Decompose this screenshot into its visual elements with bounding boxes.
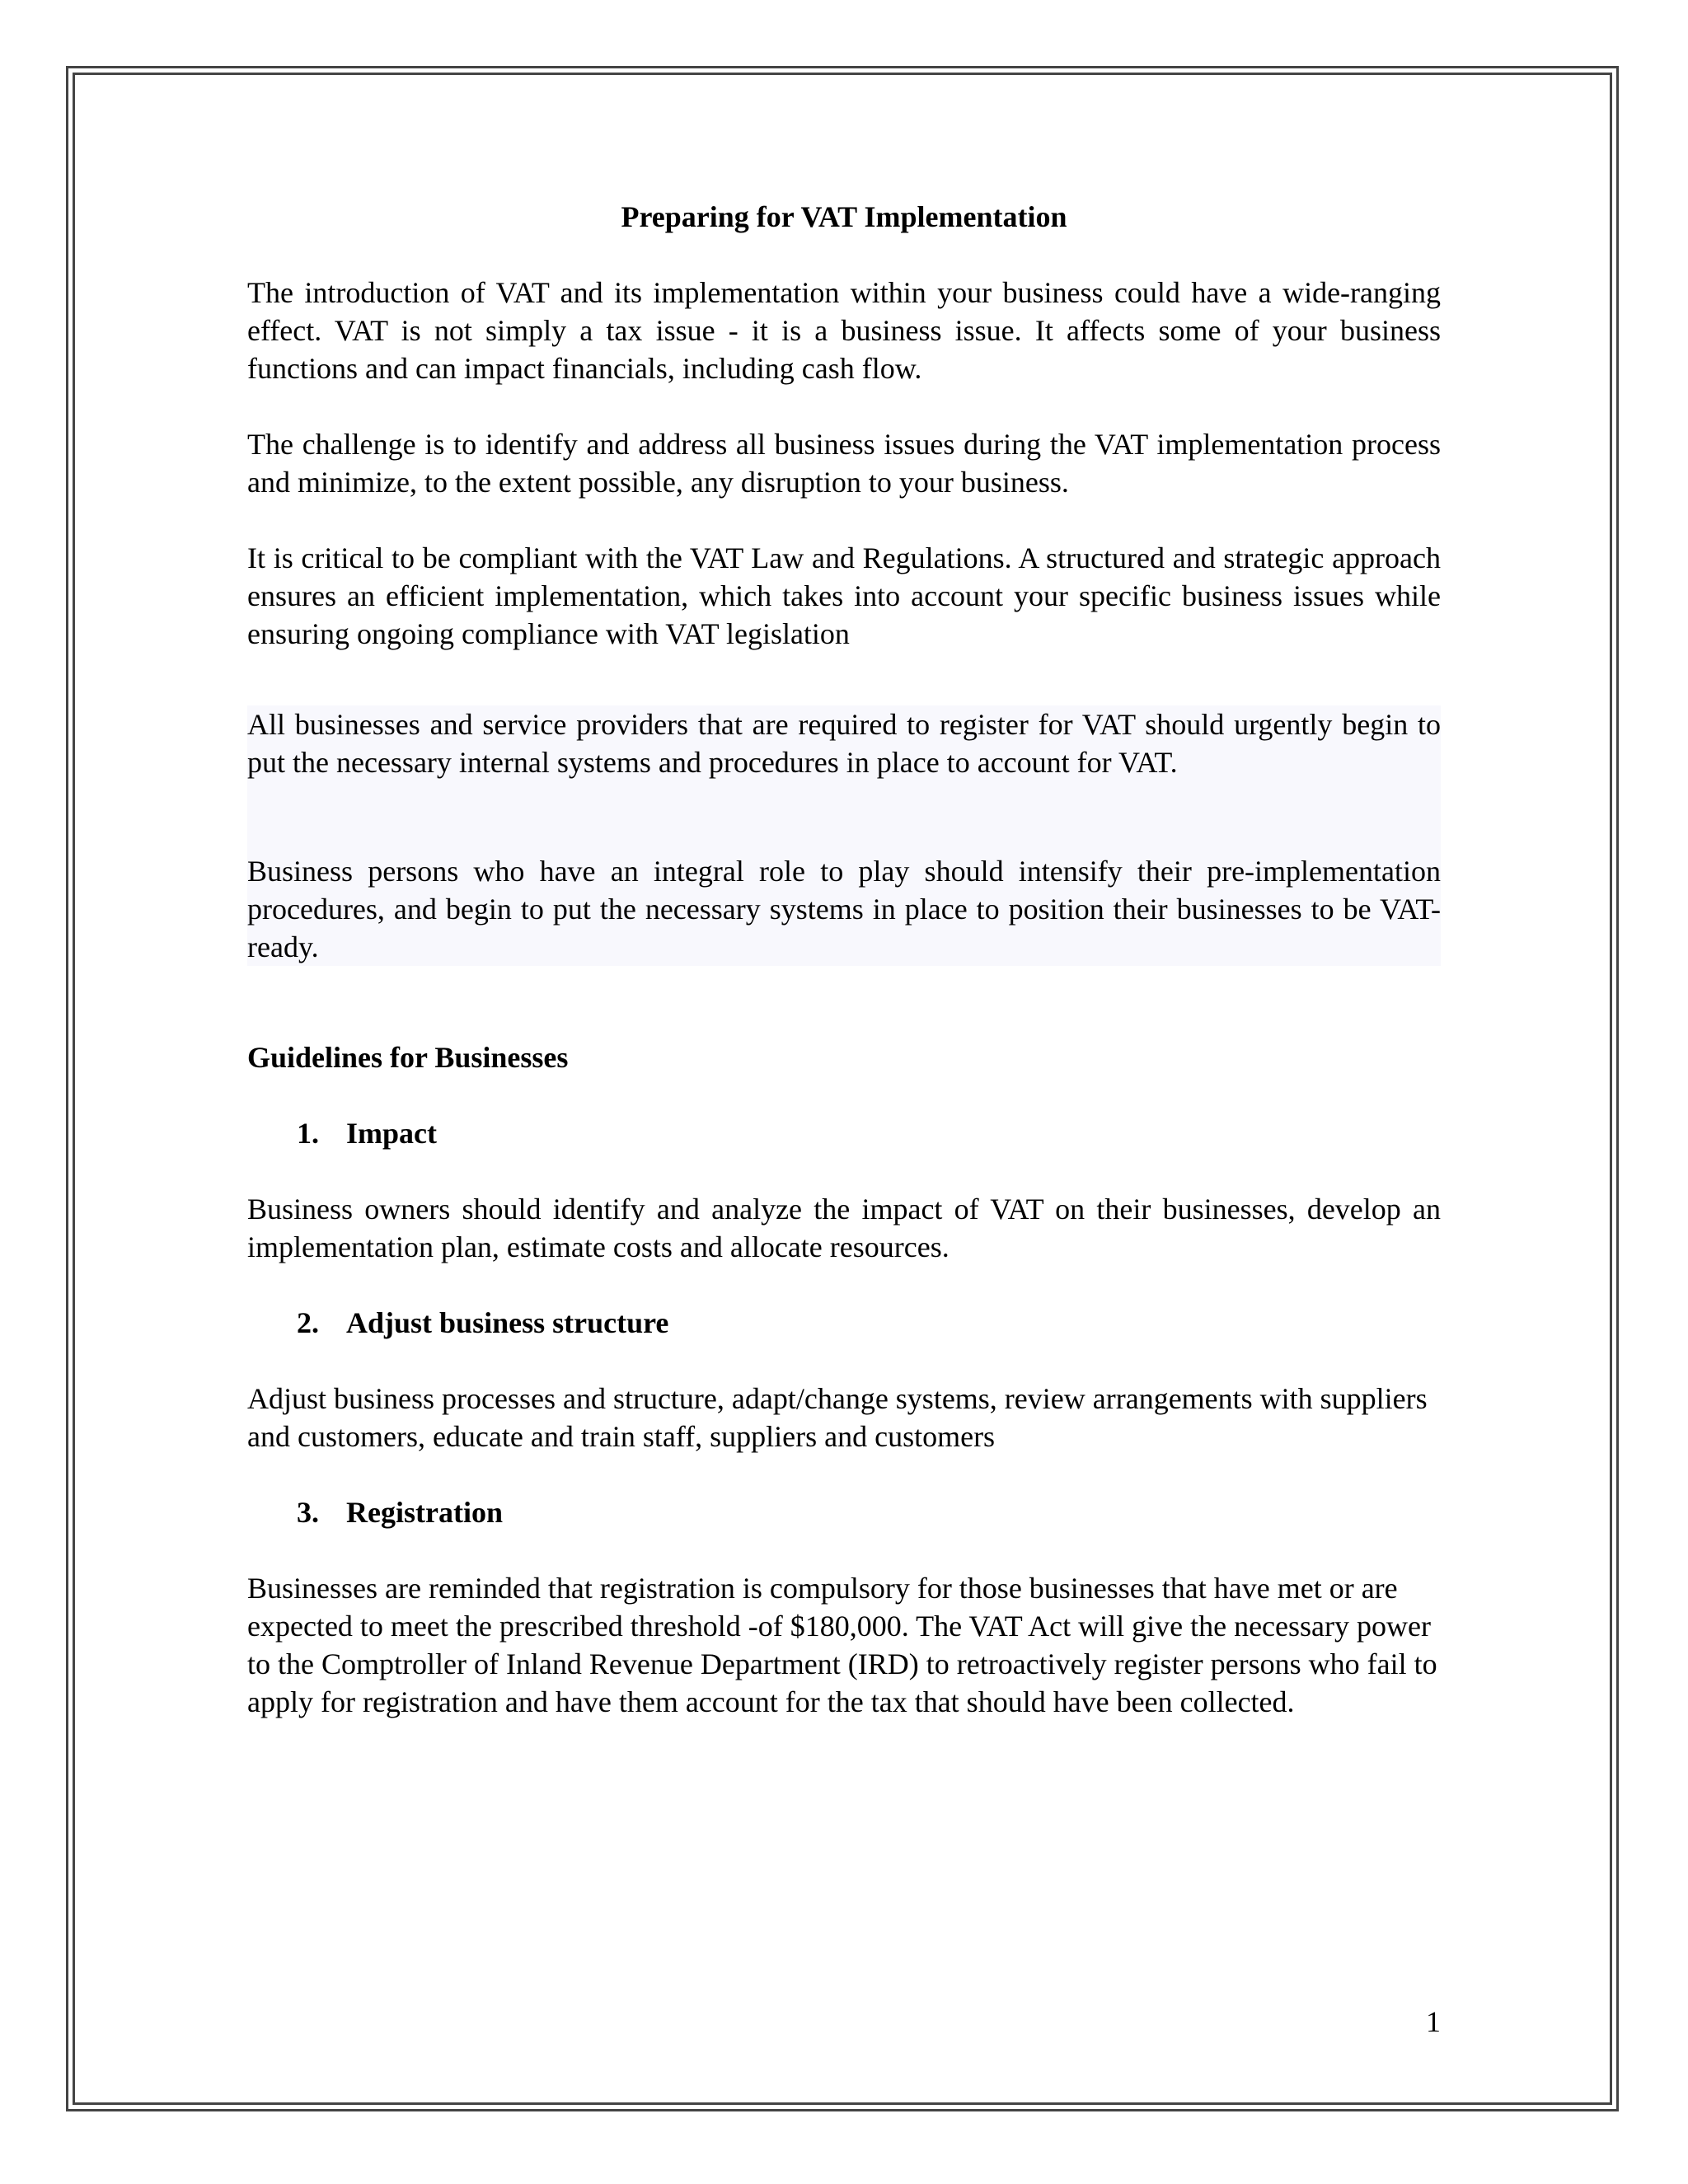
guideline-1-title: Impact <box>346 1117 437 1150</box>
guideline-1-text: Business owners should identify and analyze the impact of VAT on their businesses, develop an implementation plan, estimate costs and allocate resources. <box>247 1193 1441 1263</box>
document-title: Preparing for VAT Implementation <box>621 200 1067 233</box>
page-number: 1 <box>1426 2005 1441 2038</box>
guideline-3-heading <box>247 1493 1441 1531</box>
guideline-3-title: Registration <box>346 1496 503 1529</box>
guideline-3-number: 3. <box>297 1496 319 1529</box>
guideline-2-text: Adjust business processes and structure, adapt/change systems, review arrangements with suppliers and customers, educate and train staff, suppliers and customers <box>247 1382 1428 1453</box>
guideline-2-heading <box>247 1304 1441 1342</box>
intro-paragraph: The introduction of VAT and its implementation within your business could have a wide-ranging effect. VAT is not simply a tax issue - it is a business issue. It affects some of your business functions and can impact financials, including cash flow. <box>247 276 1441 385</box>
pre-implementation-paragraph: Business persons who have an integral role to play should intensify their pre-implementation procedures, and begin to put the necessary systems in place to position their businesses to be VAT-ready. <box>247 855 1441 963</box>
registration-notice-paragraph: All businesses and service providers that are required to register for VAT should urgently begin to put the necessary internal systems and procedures in place to account for VAT. <box>247 708 1441 779</box>
guideline-2-number: 2. <box>297 1306 319 1339</box>
shaded-notice-block <box>247 705 1441 966</box>
guidelines-heading: Guidelines for Businesses <box>247 1041 569 1074</box>
document-content <box>247 198 1441 1721</box>
guideline-2-title: Adjust business structure <box>346 1306 669 1339</box>
guideline-1-heading <box>247 1114 1441 1152</box>
guideline-1-number: 1. <box>297 1117 319 1150</box>
guideline-3-text: Businesses are reminded that registration is compulsory for those businesses that have met or are expected to meet the prescribed threshold -of $180,000. The VAT Act will give the necessary power to the Comptroller of Inland Revenue Department (IRD) to retroactively register persons who fail to apply for registration and have them account for the tax that should have been collected. <box>247 1572 1437 1718</box>
compliance-paragraph: It is critical to be compliant with the VAT Law and Regulations. A structured and strategic approach ensures an efficient implementation, which takes into account your specific business issues while ensuring ongoing compliance with VAT legislation <box>247 541 1441 650</box>
challenge-paragraph: The challenge is to identify and address all business issues during the VAT implementation process and minimize, to the extent possible, any disruption to your business. <box>247 428 1441 499</box>
